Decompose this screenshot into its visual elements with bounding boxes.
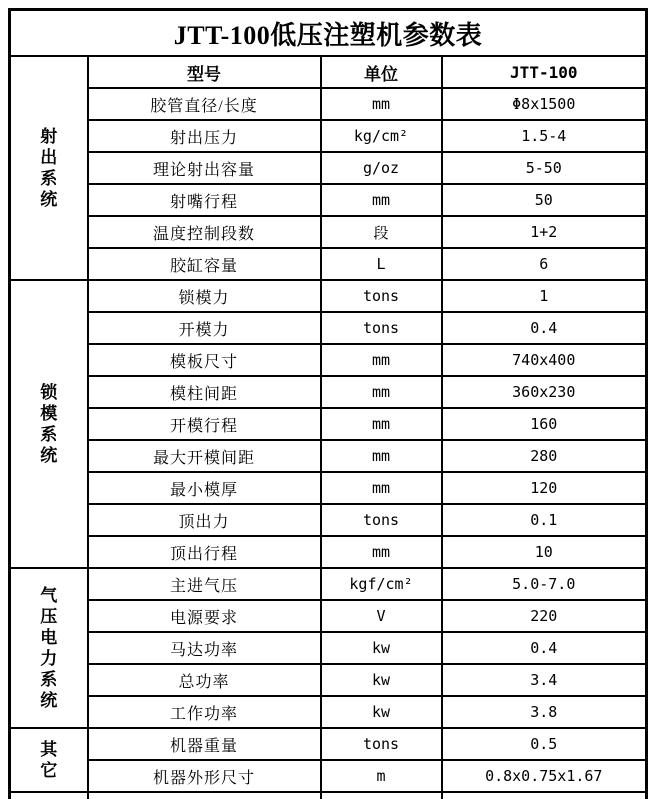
param-unit-cell: V (321, 600, 442, 632)
section-category-pneumatic-electric (10, 568, 88, 728)
param-value-cell: 50 (442, 184, 647, 216)
table-row (10, 344, 647, 376)
param-unit-cell: 段 (321, 216, 442, 248)
param-value-cell: 1.5-4 (442, 120, 647, 152)
param-value-cell: 280 (442, 440, 647, 472)
param-name-cell: 锁模力 (88, 280, 321, 312)
param-unit-cell: m (321, 760, 442, 792)
table-row (10, 376, 647, 408)
table-row (10, 120, 647, 152)
column-header-model: 型号 (88, 56, 321, 88)
title-row (10, 10, 647, 57)
param-name-cell: 机器重量 (88, 728, 321, 760)
param-value-cell: 6 (442, 248, 647, 280)
param-name-cell: 射嘴行程 (88, 184, 321, 216)
param-value-cell: 0.1 (442, 504, 647, 536)
section-category-label: 锁模系统 (40, 383, 58, 465)
table-row (10, 280, 647, 312)
param-unit-cell: kw (321, 696, 442, 728)
table-row (10, 88, 647, 120)
param-unit-cell: mm (321, 408, 442, 440)
column-header-value: JTT-100 (442, 56, 647, 88)
param-value-cell: 220 (442, 600, 647, 632)
param-name-cell: 工作功率 (88, 696, 321, 728)
param-name-cell: 模柱间距 (88, 376, 321, 408)
param-name-cell: 温度控制段数 (88, 216, 321, 248)
param-name-cell: 机器外形尺寸 (88, 760, 321, 792)
page-title: JTT-100低压注塑机参数表 (10, 10, 647, 57)
param-unit-cell: mm (321, 536, 442, 568)
param-name-cell: 主进气压 (88, 568, 321, 600)
param-name-cell: 顶出力 (88, 504, 321, 536)
param-name-cell: 总功率 (88, 664, 321, 696)
param-value-cell: 10 (442, 536, 647, 568)
param-unit-cell: mm (321, 344, 442, 376)
param-value-cell: 360x230 (442, 376, 647, 408)
param-unit-cell: kgf/cm² (321, 568, 442, 600)
table-row (10, 408, 647, 440)
table-row (10, 568, 647, 600)
table-row (10, 632, 647, 664)
param-unit-cell: mm (321, 440, 442, 472)
cropped-cell (88, 792, 321, 799)
param-name-cell: 最大开模间距 (88, 440, 321, 472)
param-unit-cell: tons (321, 504, 442, 536)
param-value-cell: 120 (442, 472, 647, 504)
cropped-row (10, 792, 647, 799)
table-row (10, 184, 647, 216)
column-header-unit: 单位 (321, 56, 442, 88)
cropped-cell (321, 792, 442, 799)
table-row (10, 536, 647, 568)
header-row (10, 56, 647, 88)
param-name-cell: 开模行程 (88, 408, 321, 440)
param-name-cell: 射出压力 (88, 120, 321, 152)
table-row (10, 216, 647, 248)
param-value-cell: 3.8 (442, 696, 647, 728)
param-unit-cell: tons (321, 280, 442, 312)
param-name-cell: 胶缸容量 (88, 248, 321, 280)
cropped-cell (442, 792, 647, 799)
param-value-cell: 3.4 (442, 664, 647, 696)
param-unit-cell: mm (321, 376, 442, 408)
section-category-clamping (10, 280, 88, 568)
table-row (10, 696, 647, 728)
param-unit-cell: kw (321, 664, 442, 696)
param-unit-cell: kg/cm² (321, 120, 442, 152)
section-category-label: 射出系统 (40, 127, 58, 209)
param-unit-cell: L (321, 248, 442, 280)
param-value-cell: 0.4 (442, 632, 647, 664)
param-name-cell: 模板尺寸 (88, 344, 321, 376)
param-unit-cell: kw (321, 632, 442, 664)
param-value-cell: 0.4 (442, 312, 647, 344)
param-unit-cell: tons (321, 312, 442, 344)
param-name-cell: 理论射出容量 (88, 152, 321, 184)
param-name-cell: 电源要求 (88, 600, 321, 632)
spec-table (8, 8, 648, 799)
table-row (10, 472, 647, 504)
section-category-other (10, 728, 88, 792)
section-category-injection (10, 56, 88, 280)
table-row (10, 728, 647, 760)
param-unit-cell: tons (321, 728, 442, 760)
param-name-cell: 开模力 (88, 312, 321, 344)
param-name-cell: 胶管直径/长度 (88, 88, 321, 120)
param-unit-cell: g/oz (321, 152, 442, 184)
table-row (10, 760, 647, 792)
table-row (10, 248, 647, 280)
param-name-cell: 最小模厚 (88, 472, 321, 504)
table-row (10, 312, 647, 344)
section-category-label: 其它 (40, 740, 58, 780)
param-value-cell: 5-50 (442, 152, 647, 184)
param-value-cell: 0.8x0.75x1.67 (442, 760, 647, 792)
param-value-cell: 1+2 (442, 216, 647, 248)
param-value-cell: 160 (442, 408, 647, 440)
param-value-cell: 0.5 (442, 728, 647, 760)
param-unit-cell: mm (321, 184, 442, 216)
table-row (10, 504, 647, 536)
table-row (10, 600, 647, 632)
param-value-cell: 1 (442, 280, 647, 312)
param-value-cell: 740x400 (442, 344, 647, 376)
table-row (10, 152, 647, 184)
cropped-cell (10, 792, 88, 799)
table-row (10, 440, 647, 472)
param-unit-cell: mm (321, 88, 442, 120)
param-name-cell: 顶出行程 (88, 536, 321, 568)
param-unit-cell: mm (321, 472, 442, 504)
table-row (10, 664, 647, 696)
param-name-cell: 马达功率 (88, 632, 321, 664)
param-value-cell: 5.0-7.0 (442, 568, 647, 600)
param-value-cell: Φ8x1500 (442, 88, 647, 120)
section-category-label: 气压电力系统 (40, 586, 58, 710)
